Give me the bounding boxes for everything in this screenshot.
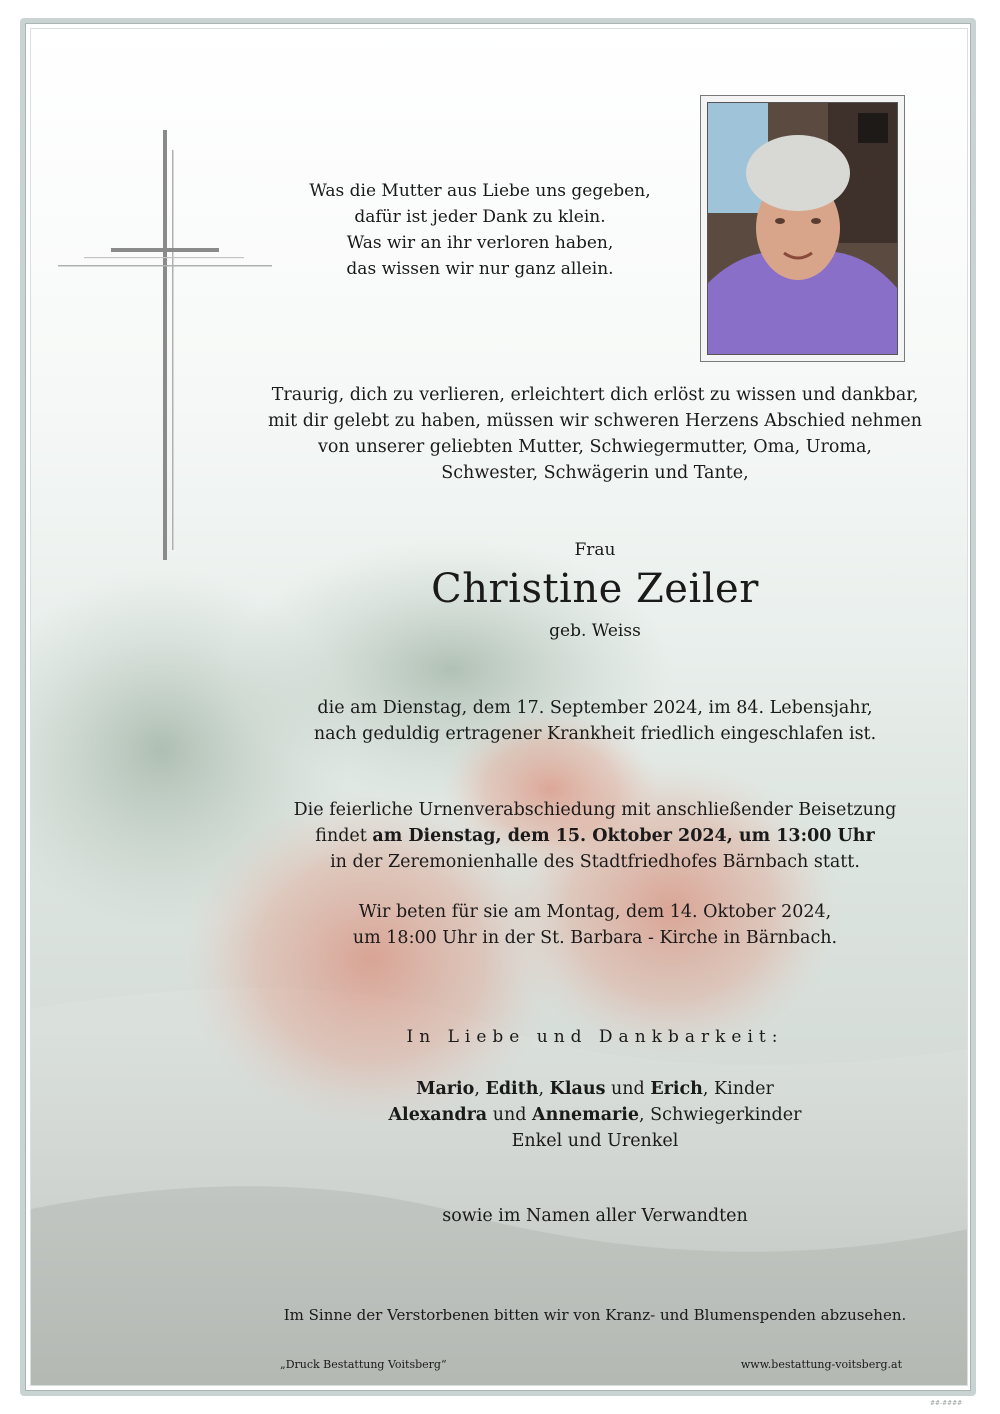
- separator: ,: [474, 1079, 486, 1099]
- family-grandchildren: Enkel und Urenkel: [511, 1131, 679, 1151]
- relation-label: , Schwiegerkinder: [639, 1105, 802, 1125]
- poem-line: dafür ist jeder Dank zu klein.: [354, 207, 606, 227]
- relatives-line: sowie im Namen aller Verwandten: [442, 1206, 748, 1226]
- family-name: Klaus: [549, 1079, 606, 1099]
- birth-name: geb. Weiss: [549, 621, 641, 641]
- print-code: ##-####: [930, 1400, 963, 1407]
- death-line: nach geduldig ertragener Krankheit friedlich eingeschlafen ist.: [313, 724, 877, 744]
- printer-credit: „Druck Bestattung Voitsberg“: [280, 1358, 447, 1371]
- intro-line: mit dir gelebt zu haben, müssen wir schweren Herzens Abschied nehmen: [267, 411, 923, 431]
- family-name: Edith: [485, 1079, 539, 1099]
- ceremony-line: [250, 823, 940, 849]
- intro-line: Traurig, dich zu verlieren, erleichtert dich erlöst zu wissen und dankbar,: [271, 385, 919, 405]
- family-children: [250, 1076, 940, 1102]
- ceremony-info: [250, 797, 940, 875]
- family-in-laws: [250, 1102, 940, 1128]
- family-list: [250, 1076, 940, 1154]
- ceremony-prefix: findet: [315, 826, 373, 846]
- separator: ,: [538, 1079, 550, 1099]
- intro-line: von unserer geliebten Mutter, Schwiegermutter, Oma, Uroma,: [317, 437, 872, 457]
- ceremony-line: in der Zeremonienhalle des Stadtfriedhofes Bärnbach statt.: [330, 852, 860, 872]
- prayer-line: Wir beten für sie am Montag, dem 14. Oktober 2024,: [358, 902, 832, 922]
- love-heading: In Liebe und Dankbarkeit:: [406, 1027, 784, 1047]
- poem-line: das wissen wir nur ganz allein.: [346, 259, 614, 279]
- ceremony-line: Die feierliche Urnenverabschiedung mit anschließender Beisetzung: [293, 800, 897, 820]
- donation-request: Im Sinne der Verstorbenen bitten wir von Kranz- und Blumenspenden abzusehen.: [283, 1306, 907, 1324]
- family-name: Annemarie: [532, 1105, 640, 1125]
- family-name: Mario: [416, 1079, 475, 1099]
- death-notice: [250, 695, 940, 747]
- relation-label: , Kinder: [702, 1079, 774, 1099]
- poem-line: Was wir an ihr verloren haben,: [346, 233, 614, 253]
- poem: [280, 178, 680, 282]
- separator: und: [605, 1079, 651, 1099]
- intro-line: Schwester, Schwägerin und Tante,: [441, 463, 749, 483]
- ceremony-date: am Dienstag, dem 15. Oktober 2024, um 13:00 Uhr: [372, 826, 875, 846]
- intro-text: [250, 382, 940, 486]
- deceased-name: Christine Zeiler: [431, 566, 759, 612]
- website-link[interactable]: www.bestattung-voitsberg.at: [740, 1358, 902, 1371]
- death-line: die am Dienstag, dem 17. September 2024, im 84. Lebensjahr,: [317, 698, 873, 718]
- family-name: Alexandra: [388, 1105, 488, 1125]
- prayer-info: [250, 899, 940, 951]
- poem-line: Was die Mutter aus Liebe uns gegeben,: [309, 181, 651, 201]
- family-name: Erich: [650, 1079, 703, 1099]
- salutation: Frau: [574, 540, 616, 560]
- prayer-line: um 18:00 Uhr in der St. Barbara - Kirche in Bärnbach.: [352, 928, 838, 948]
- separator: und: [487, 1105, 533, 1125]
